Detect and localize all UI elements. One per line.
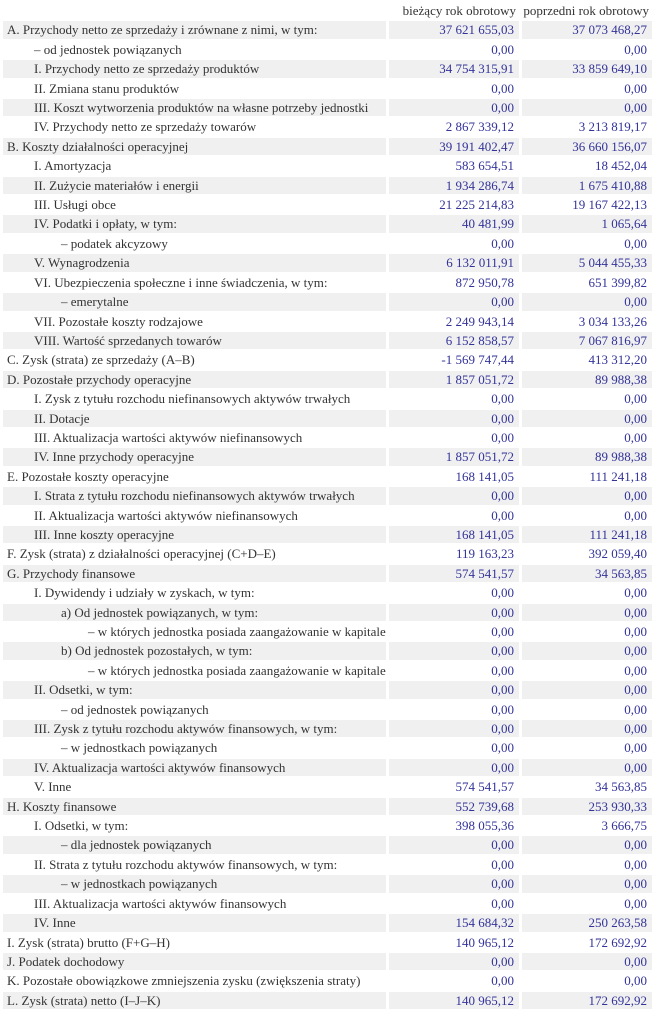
table-row: [3, 371, 652, 388]
table-row: [3, 99, 652, 116]
row-value-previous: 0,00: [522, 604, 652, 621]
row-value-current: 0,00: [491, 973, 514, 989]
table-row: [3, 332, 652, 349]
row-value-previous: 0,00: [522, 681, 652, 698]
row-value-current: 1 857 051,72: [389, 371, 519, 388]
row-label: VI. Ubezpieczenia społeczne i inne świadczenia, w tym:: [34, 274, 328, 290]
row-value-previous: 0,00: [624, 429, 647, 445]
table-row: [3, 604, 652, 621]
row-label: I. Zysk z tytułu rozchodu niefinansowych aktywów trwałych: [34, 391, 351, 407]
row-value-current: 872 950,78: [455, 274, 514, 290]
row-value-current: 0,00: [389, 642, 519, 659]
row-value-previous: 0,00: [522, 99, 652, 116]
table-row: [3, 80, 652, 97]
row-label: III. Usługi obce: [34, 197, 116, 213]
row-label: K. Pozostałe obowiązkowe zmniejszenia zysku (zwiększenia straty): [7, 973, 361, 989]
row-label: – od jednostek powiązanych: [61, 701, 209, 717]
row-value-current: 40 481,99: [389, 215, 519, 232]
row-label: – w jednostkach powiązanych: [3, 875, 386, 892]
row-value-current: 0,00: [389, 875, 519, 892]
table-row: [3, 41, 652, 58]
row-label: J. Podatek dochodowy: [3, 953, 386, 970]
row-label: III. Aktualizacja wartości aktywów finansowych: [34, 895, 287, 911]
row-value-previous: 0,00: [624, 507, 647, 523]
row-value-current: 119 163,23: [455, 546, 514, 562]
row-label: II. Aktualizacja wartości aktywów niefinansowych: [34, 507, 298, 523]
row-label: III. Koszt wytworzenia produktów na własne potrzeby jednostki: [3, 99, 386, 116]
table-row: [3, 584, 652, 601]
row-value-current: 0,00: [389, 953, 519, 970]
row-value-current: 2 249 943,14: [445, 313, 514, 329]
header-current-year: bieżący rok obrotowy: [402, 3, 516, 18]
row-value-previous: 111 241,18: [522, 526, 652, 543]
row-value-previous: 0,00: [522, 487, 652, 504]
table-row: [3, 992, 652, 1009]
row-value-current: -1 569 747,44: [441, 352, 514, 368]
table-row: [3, 118, 652, 135]
row-value-current: 0,00: [491, 235, 514, 251]
row-label: I. Odsetki, w tym:: [34, 818, 129, 834]
row-value-previous: 34 563,85: [522, 565, 652, 582]
row-label: D. Pozostałe przychody operacyjne: [3, 371, 386, 388]
table-row: [3, 21, 652, 38]
row-value-current: 0,00: [389, 836, 519, 853]
row-value-current: 574 541,57: [389, 565, 519, 582]
row-value-current: 0,00: [491, 391, 514, 407]
row-value-previous: 36 660 156,07: [522, 138, 652, 155]
table-row: [3, 623, 652, 640]
row-value-current: 168 141,05: [389, 526, 519, 543]
row-value-previous: 651 399,82: [588, 274, 647, 290]
table-row: [3, 235, 652, 252]
row-value-previous: 0,00: [522, 720, 652, 737]
row-label: A. Przychody netto ze sprzedaży i zrównane z nimi, w tym:: [3, 21, 386, 38]
row-value-previous: 392 059,40: [588, 546, 647, 562]
row-label: IV. Podatki i opłaty, w tym:: [3, 215, 386, 232]
row-label: III. Inne koszty operacyjne: [3, 526, 386, 543]
row-label: F. Zysk (strata) z działalności operacyjnej (C+D–E): [7, 546, 276, 562]
row-value-current: 0,00: [389, 487, 519, 504]
row-label: E. Pozostałe koszty operacyjne: [7, 468, 169, 484]
row-value-current: 0,00: [389, 410, 519, 427]
table-row: [3, 798, 652, 815]
row-value-previous: 0,00: [624, 895, 647, 911]
row-label: L. Zysk (strata) netto (I–J–K): [3, 992, 386, 1009]
row-label: II. Dotacje: [3, 410, 386, 427]
table-row: [3, 895, 652, 912]
table-row: [3, 720, 652, 737]
row-label: – emerytalne: [3, 293, 386, 310]
row-value-previous: 89 988,38: [522, 371, 652, 388]
table-row: [3, 662, 652, 679]
table-row: [3, 196, 652, 213]
row-value-current: 21 225 214,83: [439, 197, 514, 213]
table-row: [3, 507, 652, 524]
row-value-previous: 19 167 422,13: [572, 197, 647, 213]
table-row: [3, 934, 652, 951]
row-value-previous: 253 930,33: [522, 798, 652, 815]
row-label: IV. Inne przychody operacyjne: [3, 448, 386, 465]
row-value-previous: 0,00: [624, 973, 647, 989]
row-value-current: 574 541,57: [455, 779, 514, 795]
row-label: C. Zysk (strata) ze sprzedaży (A–B): [7, 352, 195, 368]
row-label: G. Przychody finansowe: [3, 565, 386, 582]
row-value-current: 0,00: [491, 80, 514, 96]
row-value-previous: 0,00: [624, 662, 647, 678]
row-label: – dla jednostek powiązanych: [3, 836, 386, 853]
row-value-current: 552 739,68: [389, 798, 519, 815]
row-label: II. Zmiana stanu produktów: [34, 80, 180, 96]
row-label: IV. Inne: [3, 914, 386, 931]
row-label: II. Zużycie materiałów i energii: [3, 177, 386, 194]
row-value-previous: 0,00: [624, 41, 647, 57]
header-spacer-cell: [3, 2, 386, 19]
table-row: [3, 177, 652, 194]
table-row: [3, 875, 652, 892]
row-value-current: 0,00: [389, 720, 519, 737]
table-row: [3, 565, 652, 582]
table-row: [3, 681, 652, 698]
row-value-previous: 0,00: [522, 759, 652, 776]
row-value-current: 0,00: [389, 681, 519, 698]
row-value-previous: 0,00: [522, 953, 652, 970]
table-row: [3, 157, 652, 174]
row-value-previous: 172 692,92: [522, 992, 652, 1009]
row-value-previous: 0,00: [522, 410, 652, 427]
row-label: VII. Pozostałe koszty rodzajowe: [34, 313, 203, 329]
row-value-previous: 3 034 133,26: [578, 313, 647, 329]
table-row: [3, 60, 652, 77]
table-row: [3, 972, 652, 989]
row-value-previous: 3 666,75: [601, 818, 647, 834]
row-label: I. Zysk (strata) brutto (F+G–H): [7, 934, 170, 950]
row-value-current: 398 055,36: [455, 818, 514, 834]
row-label: I. Amortyzacja: [34, 158, 112, 174]
row-label: – od jednostek powiązanych: [34, 41, 182, 57]
table-row: [3, 468, 652, 485]
row-value-previous: 413 312,20: [588, 352, 647, 368]
row-value-previous: 111 241,18: [589, 468, 647, 484]
row-value-previous: 3 213 819,17: [578, 119, 647, 135]
row-value-current: 0,00: [389, 293, 519, 310]
row-value-previous: 7 067 816,97: [522, 332, 652, 349]
row-label: – w których jednostka posiada zaangażowanie w kapitale: [88, 624, 386, 639]
row-value-current: 0,00: [491, 662, 514, 678]
row-label: I. Przychody netto ze sprzedaży produktów: [3, 60, 386, 77]
table-row: [3, 914, 652, 931]
row-value-current: 0,00: [491, 585, 514, 601]
row-value-current: 0,00: [491, 740, 514, 756]
table-row: [3, 642, 652, 659]
row-value-previous: 0,00: [624, 624, 647, 639]
row-value-previous: 0,00: [624, 235, 647, 251]
row-label: b) Od jednostek pozostałych, w tym:: [3, 642, 386, 659]
table-row: [3, 526, 652, 543]
table-row: [3, 701, 652, 718]
row-value-current: 140 965,12: [389, 992, 519, 1009]
table-row: [3, 739, 652, 756]
row-value-current: 1 934 286,74: [389, 177, 519, 194]
row-value-current: 583 654,51: [455, 158, 514, 174]
row-value-current: 37 621 655,03: [389, 21, 519, 38]
table-row: [3, 953, 652, 970]
row-label: IV. Aktualizacja wartości aktywów finansowych: [3, 759, 386, 776]
row-value-current: 0,00: [491, 856, 514, 872]
table-header-row: [3, 2, 652, 19]
row-label: – w których jednostka posiada zaangażowanie w kapitale: [88, 662, 386, 678]
row-value-current: 140 965,12: [455, 934, 514, 950]
row-value-current: 168 141,05: [455, 468, 514, 484]
row-label: III. Aktualizacja wartości aktywów niefinansowych: [34, 429, 303, 445]
row-value-previous: 0,00: [522, 293, 652, 310]
row-value-previous: 0,00: [624, 701, 647, 717]
row-label: IV. Przychody netto ze sprzedaży towarów: [34, 119, 257, 135]
row-value-previous: 0,00: [624, 740, 647, 756]
table-row: [3, 545, 652, 562]
row-value-current: 0,00: [389, 99, 519, 116]
row-value-current: 0,00: [491, 507, 514, 523]
row-value-current: 0,00: [491, 41, 514, 57]
row-value-previous: 250 263,58: [522, 914, 652, 931]
row-value-previous: 0,00: [522, 836, 652, 853]
table-row: [3, 778, 652, 795]
row-value-current: 0,00: [491, 429, 514, 445]
table-row: [3, 410, 652, 427]
row-value-current: 0,00: [491, 624, 514, 639]
row-label: V. Inne: [34, 779, 72, 795]
row-label: II. Odsetki, w tym:: [3, 681, 386, 698]
table-row: [3, 817, 652, 834]
row-label: – podatek akcyzowy: [61, 235, 168, 251]
row-label: II. Strata z tytułu rozchodu aktywów finansowych, w tym:: [34, 856, 338, 872]
table-row: [3, 293, 652, 310]
row-value-current: 6 132 011,91: [389, 254, 519, 271]
row-value-previous: 34 563,85: [595, 779, 647, 795]
row-value-previous: 33 859 649,10: [522, 60, 652, 77]
row-label: H. Koszty finansowe: [3, 798, 386, 815]
row-value-previous: 0,00: [522, 642, 652, 659]
table-row: [3, 759, 652, 776]
table-row: [3, 313, 652, 330]
row-value-current: 34 754 315,91: [389, 60, 519, 77]
row-value-previous: 0,00: [624, 856, 647, 872]
row-value-current: 2 867 339,12: [445, 119, 514, 135]
row-value-previous: 89 988,38: [522, 448, 652, 465]
header-previous-year: poprzedni rok obrotowy: [523, 3, 649, 18]
table-row: [3, 856, 652, 873]
row-label: I. Strata z tytułu rozchodu niefinansowych aktywów trwałych: [3, 487, 386, 504]
row-label: – w jednostkach powiązanych: [61, 740, 218, 756]
table-row: [3, 390, 652, 407]
row-label: VIII. Wartość sprzedanych towarów: [3, 332, 386, 349]
table-row: [3, 448, 652, 465]
row-label: III. Zysk z tytułu rozchodu aktywów finansowych, w tym:: [3, 720, 386, 737]
row-value-previous: 18 452,04: [595, 158, 647, 174]
row-value-current: 39 191 402,47: [389, 138, 519, 155]
row-value-current: 0,00: [491, 895, 514, 911]
row-value-current: 6 152 858,57: [389, 332, 519, 349]
row-value-previous: 0,00: [624, 585, 647, 601]
table-row: [3, 138, 652, 155]
table-body: [3, 21, 652, 1009]
table-row: [3, 254, 652, 271]
row-value-current: 1 857 051,72: [389, 448, 519, 465]
table-row: [3, 487, 652, 504]
row-value-previous: 172 692,92: [588, 934, 647, 950]
row-label: B. Koszty działalności operacyjnej: [3, 138, 386, 155]
row-value-previous: 0,00: [522, 875, 652, 892]
table-row: [3, 351, 652, 368]
row-value-previous: 5 044 455,33: [522, 254, 652, 271]
row-value-current: 154 684,32: [389, 914, 519, 931]
row-value-previous: 1 065,64: [522, 215, 652, 232]
row-value-current: 0,00: [389, 759, 519, 776]
table-row: [3, 274, 652, 291]
table-row: [3, 429, 652, 446]
table-row: [3, 215, 652, 232]
row-label: V. Wynagrodzenia: [3, 254, 386, 271]
row-value-previous: 0,00: [624, 391, 647, 407]
row-value-current: 0,00: [491, 701, 514, 717]
row-label: a) Od jednostek powiązanych, w tym:: [3, 604, 386, 621]
row-value-previous: 37 073 468,27: [522, 21, 652, 38]
row-value-previous: 1 675 410,88: [522, 177, 652, 194]
table-row: [3, 836, 652, 853]
row-label: I. Dywidendy i udziały w zyskach, w tym:: [34, 585, 255, 601]
row-value-previous: 0,00: [624, 80, 647, 96]
row-value-current: 0,00: [389, 604, 519, 621]
